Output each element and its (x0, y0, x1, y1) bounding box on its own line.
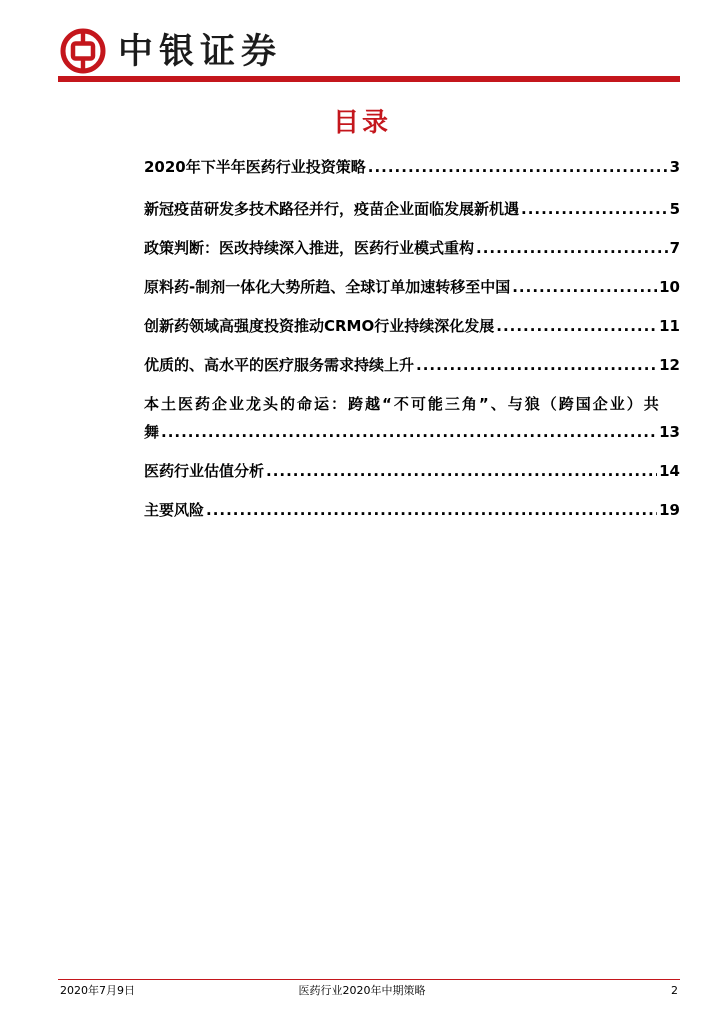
toc-leader-dots (496, 315, 657, 337)
toc-entry-page: 10 (659, 278, 680, 296)
toc-entry[interactable] (144, 237, 680, 259)
toc-entry-text-line1: 本土医药企业龙头的命运：跨越“不可能三角”、与狼（跨国企业）共 (144, 395, 661, 413)
brand-name: 中银证券 (118, 31, 283, 72)
footer-report-title: 医药行业2020年中期策略 (298, 984, 426, 997)
toc-leader-dots (476, 237, 668, 259)
toc-entry-page: 5 (669, 200, 680, 218)
toc-entry-text: 政策判断：医改持续深入推进，医药行业模式重构 (144, 239, 475, 257)
toc-entry-text: 原料药-制剂一体化大势所趋、全球订单加速转移至中国 (144, 278, 511, 296)
toc-leader-dots (206, 499, 657, 521)
toc-leader-dots (521, 198, 668, 220)
toc-entry-text: 新冠疫苗研发多技术路径并行，疫苗企业面临发展新机遇 (144, 200, 520, 218)
toc-entry-page: 7 (669, 239, 680, 257)
toc-entry-text-line2: 舞 (144, 423, 160, 441)
table-of-contents (144, 152, 680, 521)
toc-entry[interactable] (144, 393, 680, 443)
toc-entry-page: 3 (669, 158, 680, 176)
toc-entry-text: 主要风险 (144, 501, 205, 519)
toc-entry-page: 13 (659, 423, 680, 441)
footer-date: 2020年7月9日 (60, 984, 135, 997)
toc-entry[interactable] (144, 198, 680, 220)
toc-entry-page: 11 (659, 317, 680, 335)
bank-of-china-logo-icon (60, 28, 106, 74)
toc-entry[interactable] (144, 276, 680, 298)
toc-leader-dots (368, 156, 668, 178)
footer-divider (58, 979, 680, 980)
toc-entry-page: 14 (659, 462, 680, 480)
toc-entry[interactable] (144, 499, 680, 521)
toc-leader-dots (416, 354, 657, 376)
toc-entry-page: 12 (659, 356, 680, 374)
header-divider (58, 76, 680, 82)
toc-entry[interactable] (144, 315, 680, 337)
toc-entry[interactable] (144, 156, 680, 178)
toc-title: 目录 (332, 108, 391, 138)
toc-entry-text: 创新药领域高强度投资推动CRMO行业持续深化发展 (144, 317, 495, 335)
toc-leader-dots (161, 421, 657, 443)
footer-page-number: 2 (671, 984, 678, 997)
toc-leader-dots (266, 460, 657, 482)
toc-entry[interactable] (144, 354, 680, 376)
toc-entry-text: 优质的、高水平的医疗服务需求持续上升 (144, 356, 415, 374)
toc-leader-dots (512, 276, 657, 298)
toc-entry[interactable] (144, 460, 680, 482)
toc-entry-text: 医药行业估值分析 (144, 462, 265, 480)
toc-entry-line2 (144, 421, 680, 443)
toc-entry-page: 19 (659, 501, 680, 519)
toc-entry-text: 2020年下半年医药行业投资策略 (144, 158, 366, 176)
